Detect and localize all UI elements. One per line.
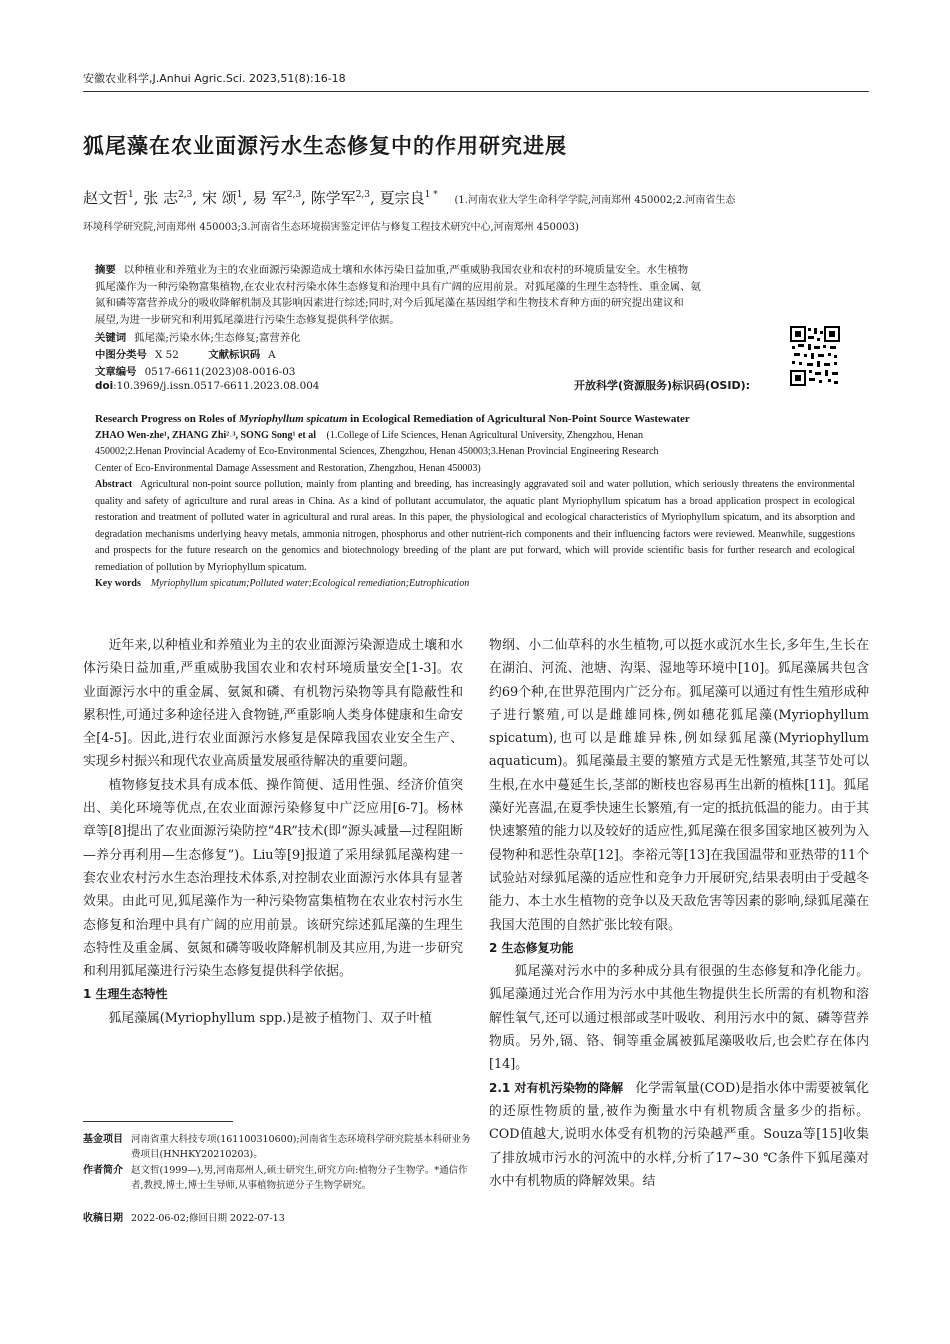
- paragraph: 近年来,以种植业和养殖业为主的农业面源污染源造成土壤和水体污染日益加重,严重威胁我国农业和农村环境质量安全[1-3]。农业面源污水中的重金属、氨氮和磷、有机物污染物等具有隐蔽性和累积性,可通过多种途径进入食物链,严重影响人类身体健康和生命安全[4-5]。因此,进行农业面源污水修复是保障我国农业安全生产、实现乡村振兴和现代农业高质量发展亟待解决的重要问题。: [83, 638, 463, 770]
- journal-header: 安徽农业科学,J.Anhui Agric.Sci. 2023,51(8):16-18: [83, 72, 346, 85]
- author: 张 志: [143, 189, 179, 207]
- footnote-author: 作者简介 赵文哲(1999—),男,河南郑州人,硕士研究生,研究方向:植物分子生物学。*通信作者,教授,博士,博士生导师,从事植物抗逆分子生物学研究。: [83, 1165, 468, 1191]
- author: 宋 颂: [201, 189, 237, 207]
- paragraph: 狐尾藻对污水中的多种成分具有很强的生态修复和净化能力。狐尾藻通过光合作用为污水中其他生物提供生长所需的有机物和溶解性氧气,还可以通过根部或茎叶吸收、利用污水中的氮、磷等营养物质。另外,镉、铬、铜等重金属被狐尾藻吸收后,也会贮存在体内[14]。: [489, 964, 869, 1073]
- footnote-dates: 收稿日期 2022-06-02;修回日期 2022-07-13: [83, 1213, 285, 1224]
- keywords-cn: 关键词 狐尾藻;污染水体;生态修复;富营养化: [95, 332, 301, 344]
- paragraph: 化学需氧量(COD)是指水体中需要被氧化的还原性物质的量,被作为衡量水中有机物质含量多少的指标。COD值越大,说明水体受有机物的污染越严重。Souza等[15]收集了排放城市污水的河流中的水样,分析了17~30 ℃条件下狐尾藻对水中有机物质的降解效果。结: [489, 1080, 870, 1189]
- article-number: 文章编号 0517-6611(2023)08-0016-03: [95, 366, 296, 378]
- author: 易 军: [252, 189, 287, 207]
- left-column: [83, 634, 463, 1030]
- english-title: Research Progress on Roles of Myriophyllum spicatum in Ecological Remediation of Agricultural Non-Point Source Wastewater: [95, 413, 690, 425]
- section-heading: 1 生理生态特性: [83, 987, 168, 1002]
- doi: doi:10.3969/j.issn.0517-6611.2023.08.004: [95, 380, 320, 392]
- author-line: 赵文哲$^1$, 张 志$^{2,3}$, 宋 颂$^1$, 易 军$^{2,3}$, 陈学军$^{2,3}$, 夏宗良$^{1 *}$ (1.河南农业大学生命科学学院,河南郑州 450002;2.河南省生态: [83, 189, 736, 207]
- classification: 中图分类号 X 52 文献标识码 A: [95, 349, 276, 361]
- author: 陈学军: [310, 189, 356, 207]
- paper-title: 狐尾藻在农业面源污水生态修复中的作用研究进展: [83, 134, 567, 158]
- subsection-heading: 2.1 对有机污染物的降解: [489, 1080, 624, 1095]
- author: 赵文哲: [83, 189, 129, 207]
- paragraph: 物纲、小二仙草科的水生植物,可以挺水或沉水生长,多年生,生长在在湖泊、河流、池塘、沟渠、湿地等环境中[10]。狐尾藻属共包含约69个种,在世界范围内广泛分布。狐尾藻可以通过有性生殖形成种子进行繁殖,可以是雌雄同株,例如穗花狐尾藻(Myriophyllum spicatum),也可以是雌雄异株,例如绿狐尾藻(Myriophyllum aquaticum)。狐尾藻最主要的繁殖方式是无性繁殖,其茎节处可以生根,在水中蔓延生长,茎部的断枝也容易再生出新的植株[11]。狐尾藻好光喜温,在夏季快速生长繁殖,有一定的抵抗低温的能力。由于其快速繁殖的能力以及较好的适应性,狐尾藻在很多国家地区被列为入侵物种和恶性杂草[12]。李裕元等[13]在我国温带和亚热带的11个试验站对绿狐尾藻的适应性和竞争力开展研究,结果表明由于受越冬能力、本土水生植物的竞争以及天敌危害等因素的影响,绿狐尾藻在我国大范围的自然扩张比较有限。: [489, 638, 869, 933]
- qr-code-icon[interactable]: [790, 326, 840, 386]
- footnote-rule: [83, 1121, 233, 1122]
- english-authors: ZHAO Wen-zhe¹, ZHANG Zhi²˒³, SONG Song¹ et al: [95, 429, 316, 441]
- author: 夏宗良: [379, 189, 425, 207]
- abstract-cn: 摘要 以种植业和养殖业为主的农业面源污染源造成土壤和水体污染日益加重,严重威胁我国农业和农村的环境质量安全。水生植物 狐尾藻作为一种污染物富集植物,在农业农村污染水体生态修复和治理中具有广阔的应用前景。对狐尾藻的生理生态特性、重金属、氨 氮和磷等富营养成分的吸收降解机制及其影响因素进行综述;同时,对今后狐尾藻在基因组学和生物技术育种方面的研究提出建议和 展望,为进一步研究和利用狐尾藻进行污染生态修复提供科学依据。: [95, 264, 701, 326]
- header-rule: [83, 91, 869, 92]
- section-heading: 2 生态修复功能: [489, 940, 574, 955]
- english-abstract: Abstract Agricultural non-point source pollution, mainly from planting and breeding, has increasingly aggravated soil and water pollution, which seriously threatens the environmental quality and safety of agriculture and rural areas in China. As a kind of pollutant accumulator, the aquatic plant Myriophyllum spicatum has a broad application prospect in ecological restoration and treatment of polluted water in agricultural and rural areas. In this paper, the physiological and ecological characteristics of Myriophyllum spicatum, and its absorption and degradation mechanisms underlying heavy metals, ammonia nitrogen, phosphorus and other nutrient-rich components and their influencing factors were reviewed. Meanwhile, suggestions and prospects for the future research on the genomics and biotechnology breeding of the plant are put forward, which will provide scientific basis for further research and ecological remediation of pollution by Myriophyllum spicatum.: [95, 479, 855, 573]
- affiliation-continued: 环境科学研究院,河南郑州 450003;3.河南省生态环境损害鉴定评估与修复工程技术研究中心,河南郑州 450003): [83, 222, 579, 233]
- paragraph: 狐尾藻属(Myriophyllum spp.)是被子植物门、双子叶植: [108, 1010, 433, 1026]
- english-affiliation: (1.College of Life Sciences, Henan Agricultural University, Zhengzhou, Henan: [326, 429, 643, 441]
- affiliation: (1.河南农业大学生命科学学院,河南郑州 450002;2.河南省生态: [454, 195, 736, 206]
- abstract-label: 摘要: [95, 264, 116, 276]
- osid-label: 开放科学(资源服务)标识码(OSID):: [574, 379, 751, 392]
- paragraph: 植物修复技术具有成本低、操作简便、适用性强、经济价值突出、美化环境等优点,在农业面源污染修复中广泛应用[6-7]。杨林章等[8]提出了农业面源污染防控“4R”技术(即“源头减量—过程阻断—养分再利用—生态修复”)。Liu等[9]报道了采用绿狐尾藻构建一套农业农村污水生态治理技术体系,对控制农业面源污水体具有显著效果。由此可见,狐尾藻作为一种污染物富集植物在农业农村污水生态修复和治理中具有广阔的应用前景。该研究综述狐尾藻的生理生态特性及重金属、氨氮和磷等吸收降解机制及其应用,为进一步研究和利用狐尾藻进行污染生态修复提供科学依据。: [83, 777, 463, 980]
- footnote-fund: 基金项目 河南省重大科技专项(161100310600);河南省生态环境科学研究院基本科研业务费项目(HNHKY20210203)。: [83, 1134, 471, 1160]
- english-keywords: Key words Myriophyllum spicatum;Polluted water;Ecological remediation;Eutrophication: [95, 578, 470, 589]
- right-column: [489, 634, 869, 1193]
- english-block: Research Progress on Roles of Myriophyllum spicatum in Ecological Remediation of Agricultural Non-Point Source Wastewater ZHAO Wen-zhe¹, ZHANG Zhi²˒³, SONG Song¹ et al (1.College of Life Sciences, Henan Agricultural University, Zhengzhou, Henan 450002;2.Henan Provincial Academy of Eco-Environmental Sciences, Zhengzhou, Henan 450003;3.Henan Provincial Engineering Research Center of Eco-Environmental Damage Assessment and Restoration, Zhengzhou, Henan 450003) Abstract Agricultural non-point source pollution, mainly from planting and breeding, has increasingly aggravated soil and water pollution, which seriously threatens the environmental quality and safety of agriculture and rural areas in China. As a kind of pollutant accumulator, the aquatic plant Myriophyllum spicatum has a broad application prospect in ecological restoration and treatment of polluted water in agricultural and rural areas. In this paper, the physiological and ecological characteristics of Myriophyllum spicatum, and its absorption and degradation mechanisms underlying heavy metals, ammonia nitrogen, phosphorus and other nutrient-rich components and their influencing factors were reviewed. Meanwhile, suggestions and prospects for the future research on the genomics and biotechnology breeding of the plant are put forward, which will provide scientific basis for further research and ecological remediation of pollution by Myriophyllum spicatum. Key words Myriophyllum spicatum;Polluted water;Ecological remediation;Eutrophication: [95, 411, 855, 593]
